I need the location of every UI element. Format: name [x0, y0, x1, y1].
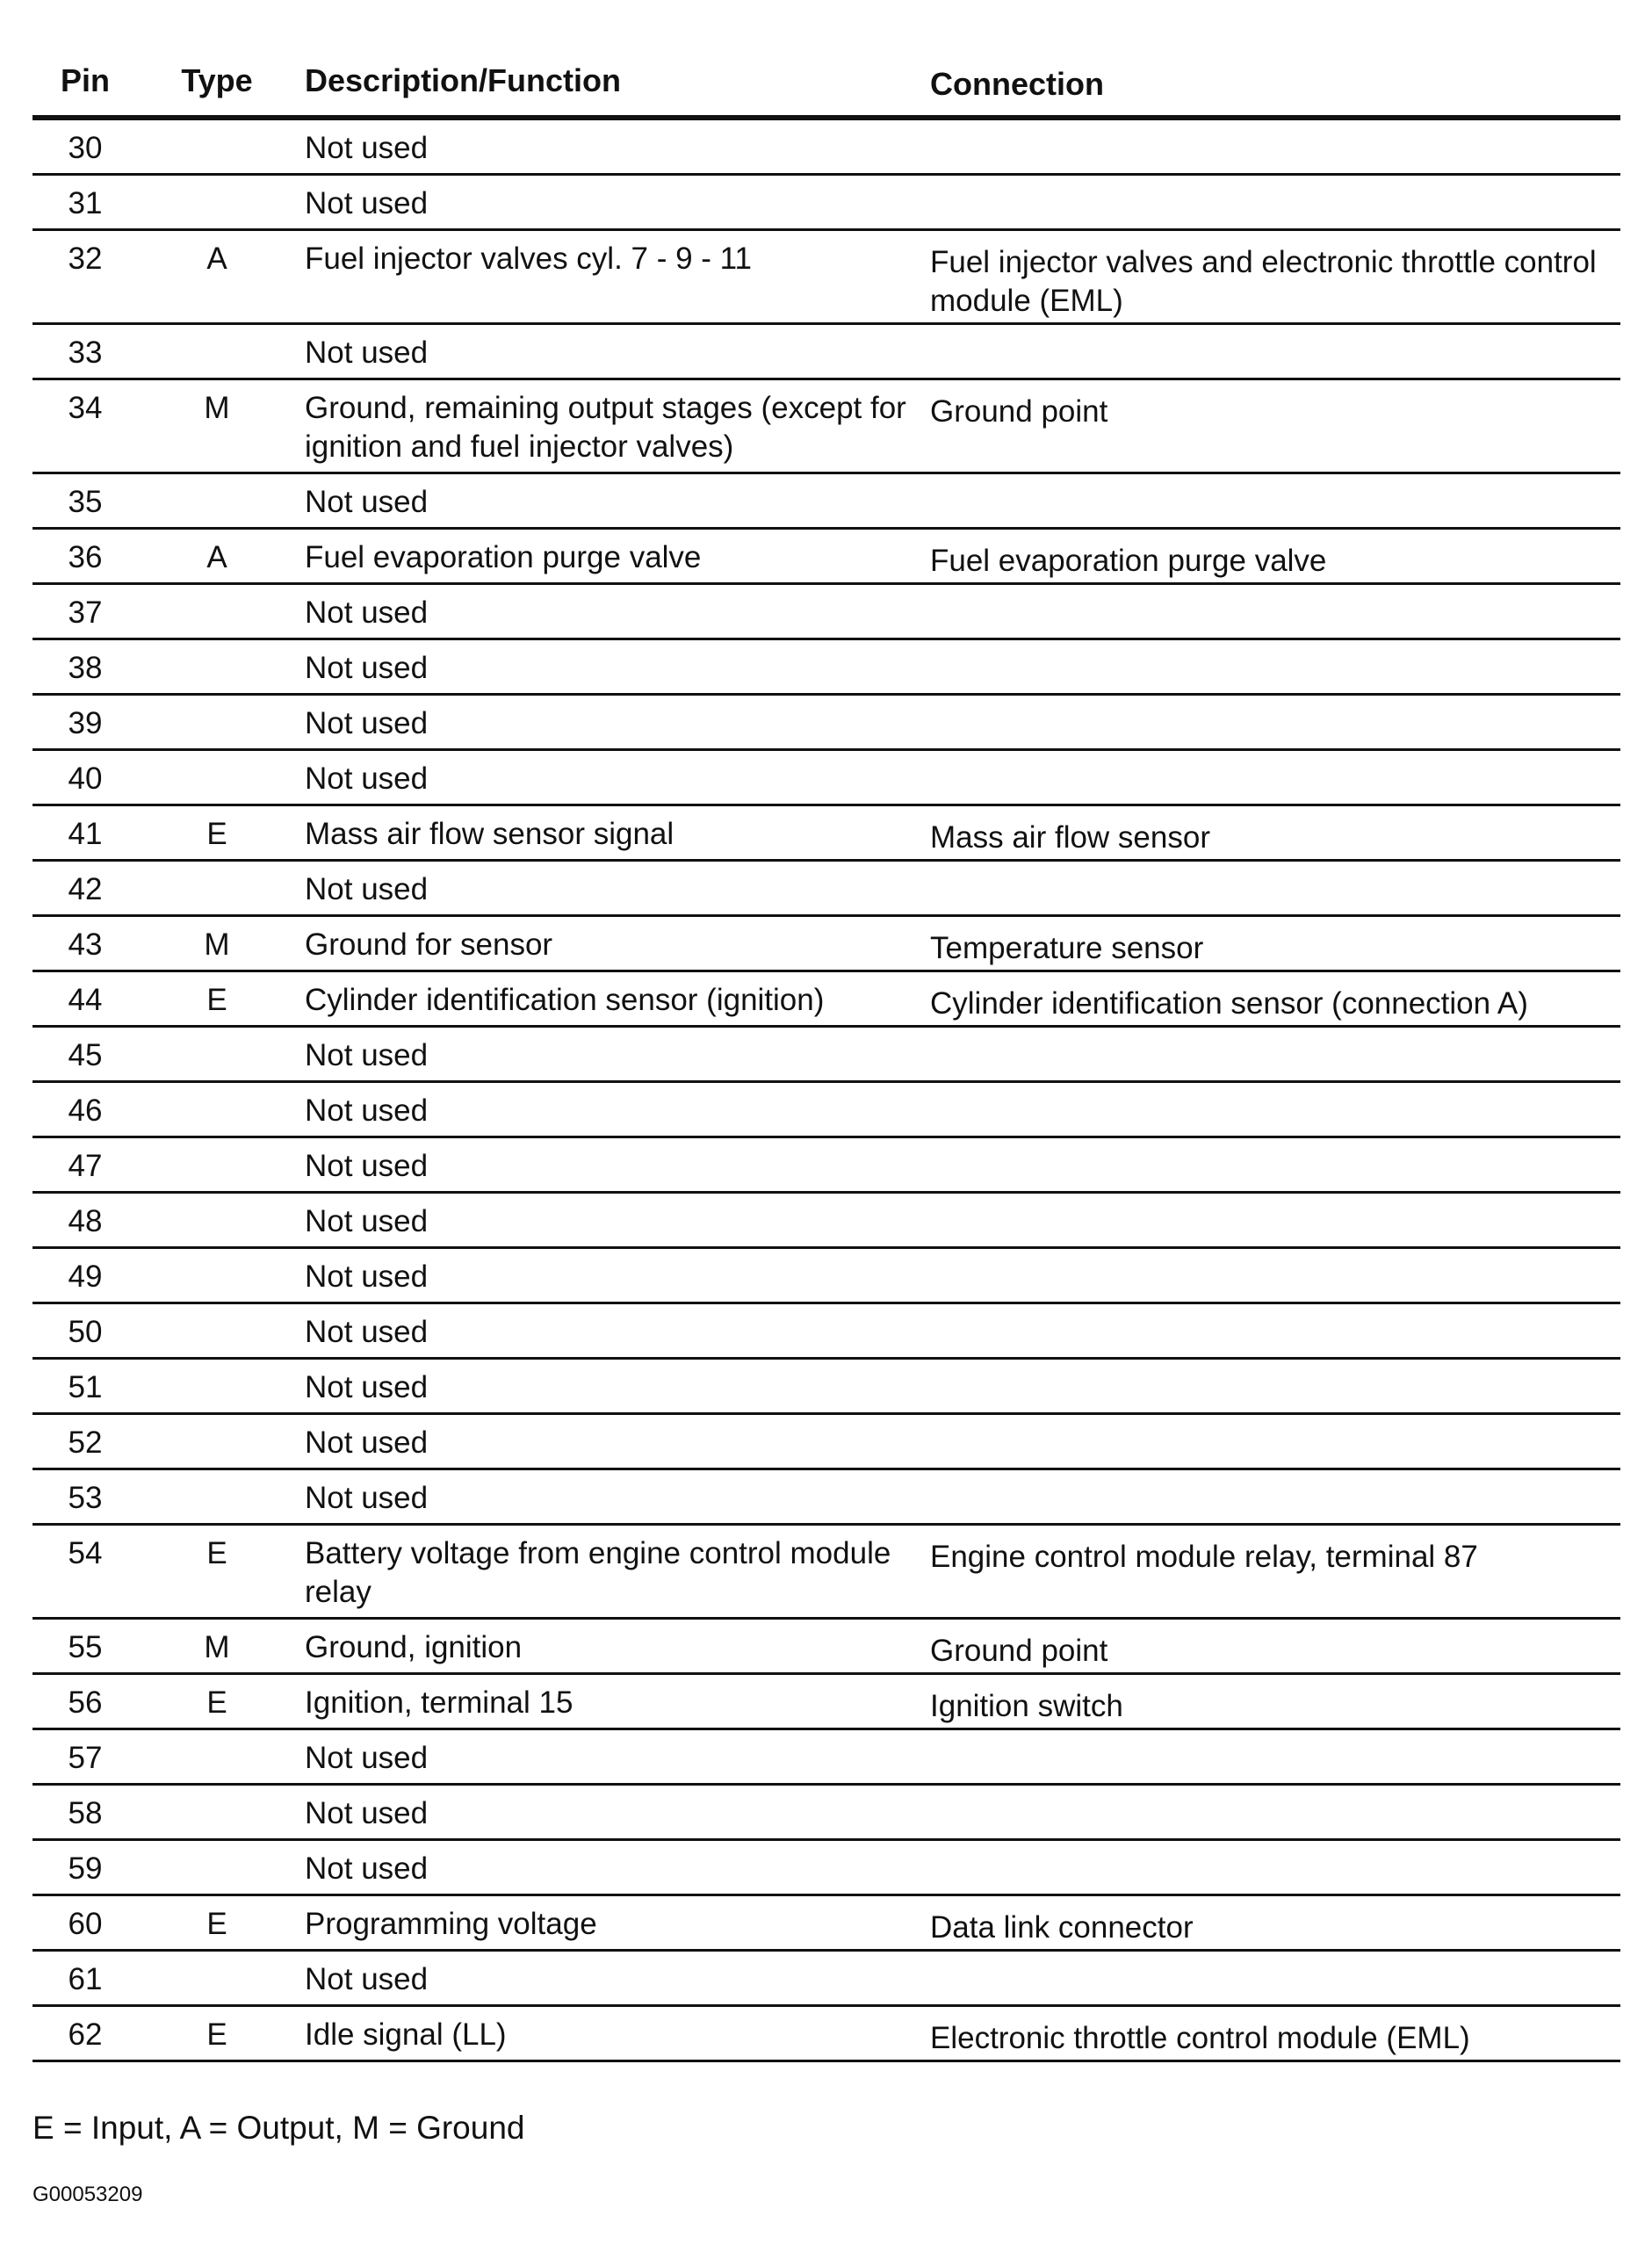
description-cell: Fuel injector valves cyl. 7 - 9 - 11 — [305, 242, 752, 276]
description-cell: Not used — [305, 706, 429, 740]
description-cell: Mass air flow sensor signal — [305, 817, 675, 851]
pin-cell: 33 — [68, 336, 103, 370]
table-row — [32, 1194, 1620, 1249]
type-cell: E — [206, 1907, 227, 1941]
header-pin: Pin — [60, 62, 110, 98]
description-cell: Not used — [305, 1481, 429, 1515]
header-description: Description/Function — [305, 62, 621, 98]
table-body — [32, 120, 1620, 2062]
type-cell: E — [206, 1685, 227, 1720]
table-row — [32, 325, 1620, 380]
connection-cell — [930, 1368, 1620, 1372]
connection-cell: Ignition switch — [930, 1689, 1123, 1723]
pin-cell: 47 — [68, 1149, 103, 1183]
pin-cell: 43 — [68, 927, 103, 962]
table-row — [32, 1952, 1620, 2007]
table-row — [32, 380, 1620, 474]
description-cell: Not used — [305, 761, 429, 796]
type-cell: M — [204, 927, 230, 962]
pin-cell: 48 — [68, 1204, 103, 1238]
pin-cell: 62 — [68, 2017, 103, 2052]
table-row — [32, 806, 1620, 862]
description-cell: Not used — [305, 1962, 429, 1996]
table-row — [32, 917, 1620, 972]
type-cell: A — [206, 242, 227, 276]
type-cell: E — [206, 983, 227, 1017]
pin-cell: 31 — [68, 186, 103, 220]
header-type: Type — [181, 62, 253, 98]
description-cell: Not used — [305, 131, 429, 165]
type-cell: M — [204, 391, 230, 425]
table-row — [32, 231, 1620, 325]
type-cell: E — [206, 2017, 227, 2052]
pin-cell: 58 — [68, 1796, 103, 1830]
pin-cell: 54 — [68, 1536, 103, 1570]
pin-cell: 50 — [68, 1315, 103, 1349]
description-cell: Not used — [305, 1315, 429, 1349]
description-cell: Not used — [305, 1741, 429, 1775]
connection-cell: Fuel injector valves and electronic throttle control module (EML) — [930, 245, 1597, 318]
pin-cell: 51 — [68, 1370, 103, 1404]
pin-cell: 53 — [68, 1481, 103, 1515]
connection-cell: Data link connector — [930, 1910, 1194, 1945]
header-connection: Connection — [930, 66, 1104, 102]
table-row — [32, 2007, 1620, 2062]
connection-cell — [930, 1850, 1620, 1853]
pin-cell: 42 — [68, 872, 103, 906]
description-cell: Not used — [305, 1204, 429, 1238]
table-row — [32, 1786, 1620, 1841]
pin-cell: 45 — [68, 1038, 103, 1072]
table-row — [32, 1470, 1620, 1526]
description-cell: Ground, remaining output stages (except for ignition and fuel injector valves) — [305, 391, 906, 464]
table-row — [32, 1841, 1620, 1896]
pin-cell: 39 — [68, 706, 103, 740]
pin-cell: 40 — [68, 761, 103, 796]
pin-cell: 32 — [68, 242, 103, 276]
pin-cell: 61 — [68, 1962, 103, 1996]
table-row — [32, 1620, 1620, 1675]
table-row — [32, 972, 1620, 1028]
description-cell: Not used — [305, 1093, 429, 1128]
pin-cell: 60 — [68, 1907, 103, 1941]
type-legend: E = Input, A = Output, M = Ground — [32, 2110, 525, 2146]
table-row — [32, 640, 1620, 696]
type-cell: A — [206, 540, 227, 574]
pin-cell: 56 — [68, 1685, 103, 1720]
table-row — [32, 1526, 1620, 1620]
pin-cell: 44 — [68, 983, 103, 1017]
description-cell: Idle signal (LL) — [305, 2017, 507, 2052]
description-cell: Not used — [305, 1370, 429, 1404]
connection-cell: Electronic throttle control module (EML) — [930, 2021, 1470, 2055]
connection-cell — [930, 1313, 1620, 1317]
description-cell: Not used — [305, 595, 429, 630]
description-cell: Ground, ignition — [305, 1630, 523, 1664]
pin-cell: 46 — [68, 1093, 103, 1128]
pin-cell: 37 — [68, 595, 103, 630]
description-cell: Not used — [305, 872, 429, 906]
connection-cell — [930, 1258, 1620, 1261]
description-cell: Ground for sensor — [305, 927, 553, 962]
connection-cell — [930, 594, 1620, 597]
table-row — [32, 1896, 1620, 1952]
connection-cell — [930, 1424, 1620, 1427]
description-cell: Fuel evaporation purge valve — [305, 540, 702, 574]
connection-cell: Temperature sensor — [930, 931, 1204, 965]
table-header — [32, 48, 1620, 120]
pin-cell: 38 — [68, 651, 103, 685]
connection-cell — [930, 334, 1620, 337]
table-row — [32, 176, 1620, 231]
connection-cell — [930, 1479, 1620, 1483]
connection-cell — [930, 1092, 1620, 1095]
pin-cell: 52 — [68, 1425, 103, 1460]
table-row — [32, 1138, 1620, 1194]
table-row — [32, 1730, 1620, 1786]
description-cell: Ignition, terminal 15 — [305, 1685, 574, 1720]
connection-cell — [930, 870, 1620, 874]
pin-cell: 36 — [68, 540, 103, 574]
description-cell: Not used — [305, 336, 429, 370]
connection-cell: Ground point — [930, 1634, 1108, 1668]
table-row — [32, 1675, 1620, 1730]
connection-cell — [930, 704, 1620, 708]
connection-cell: Mass air flow sensor — [930, 820, 1210, 855]
table-row — [32, 1028, 1620, 1083]
connection-cell — [930, 1202, 1620, 1206]
table-row — [32, 1360, 1620, 1415]
description-cell: Not used — [305, 1149, 429, 1183]
connection-cell — [930, 184, 1620, 188]
pin-cell: 41 — [68, 817, 103, 851]
description-cell: Not used — [305, 1425, 429, 1460]
table-row — [32, 1415, 1620, 1470]
description-cell: Not used — [305, 186, 429, 220]
connection-cell — [930, 1794, 1620, 1798]
connection-cell: Engine control module relay, terminal 87 — [930, 1540, 1478, 1574]
pin-cell: 55 — [68, 1630, 103, 1664]
table-row — [32, 696, 1620, 751]
connection-cell — [930, 1739, 1620, 1743]
description-cell: Not used — [305, 1796, 429, 1830]
connection-cell — [930, 1036, 1620, 1040]
table-row — [32, 120, 1620, 176]
connection-cell — [930, 129, 1620, 133]
description-cell: Programming voltage — [305, 1907, 597, 1941]
pin-cell: 34 — [68, 391, 103, 425]
pin-cell: 35 — [68, 485, 103, 519]
connection-cell: Cylinder identification sensor (connection A) — [930, 986, 1528, 1021]
connection-cell — [930, 1147, 1620, 1151]
description-cell: Not used — [305, 1851, 429, 1886]
pin-cell: 49 — [68, 1259, 103, 1294]
connection-cell — [930, 760, 1620, 763]
connection-cell: Fuel evaporation purge valve — [930, 544, 1327, 578]
type-cell: M — [204, 1630, 230, 1664]
table-row — [32, 751, 1620, 806]
description-cell: Not used — [305, 651, 429, 685]
table-row — [32, 1304, 1620, 1360]
connection-cell — [930, 649, 1620, 653]
type-cell: E — [206, 1536, 227, 1570]
pin-table — [32, 48, 1620, 2062]
description-cell: Not used — [305, 1259, 429, 1294]
connection-cell: Ground point — [930, 394, 1108, 429]
description-cell: Not used — [305, 485, 429, 519]
figure-code: G00053209 — [32, 2183, 143, 2206]
table-row — [32, 474, 1620, 530]
connection-cell — [930, 1960, 1620, 1964]
pin-cell: 30 — [68, 131, 103, 165]
description-cell: Not used — [305, 1038, 429, 1072]
pin-cell: 59 — [68, 1851, 103, 1886]
type-cell: E — [206, 817, 227, 851]
table-row — [32, 1249, 1620, 1304]
connection-cell — [930, 483, 1620, 487]
table-row — [32, 585, 1620, 640]
table-row — [32, 1083, 1620, 1138]
description-cell: Battery voltage from engine control module relay — [305, 1536, 891, 1609]
table-row — [32, 862, 1620, 917]
table-row — [32, 530, 1620, 585]
description-cell: Cylinder identification sensor (ignition) — [305, 983, 825, 1017]
pin-cell: 57 — [68, 1741, 103, 1775]
